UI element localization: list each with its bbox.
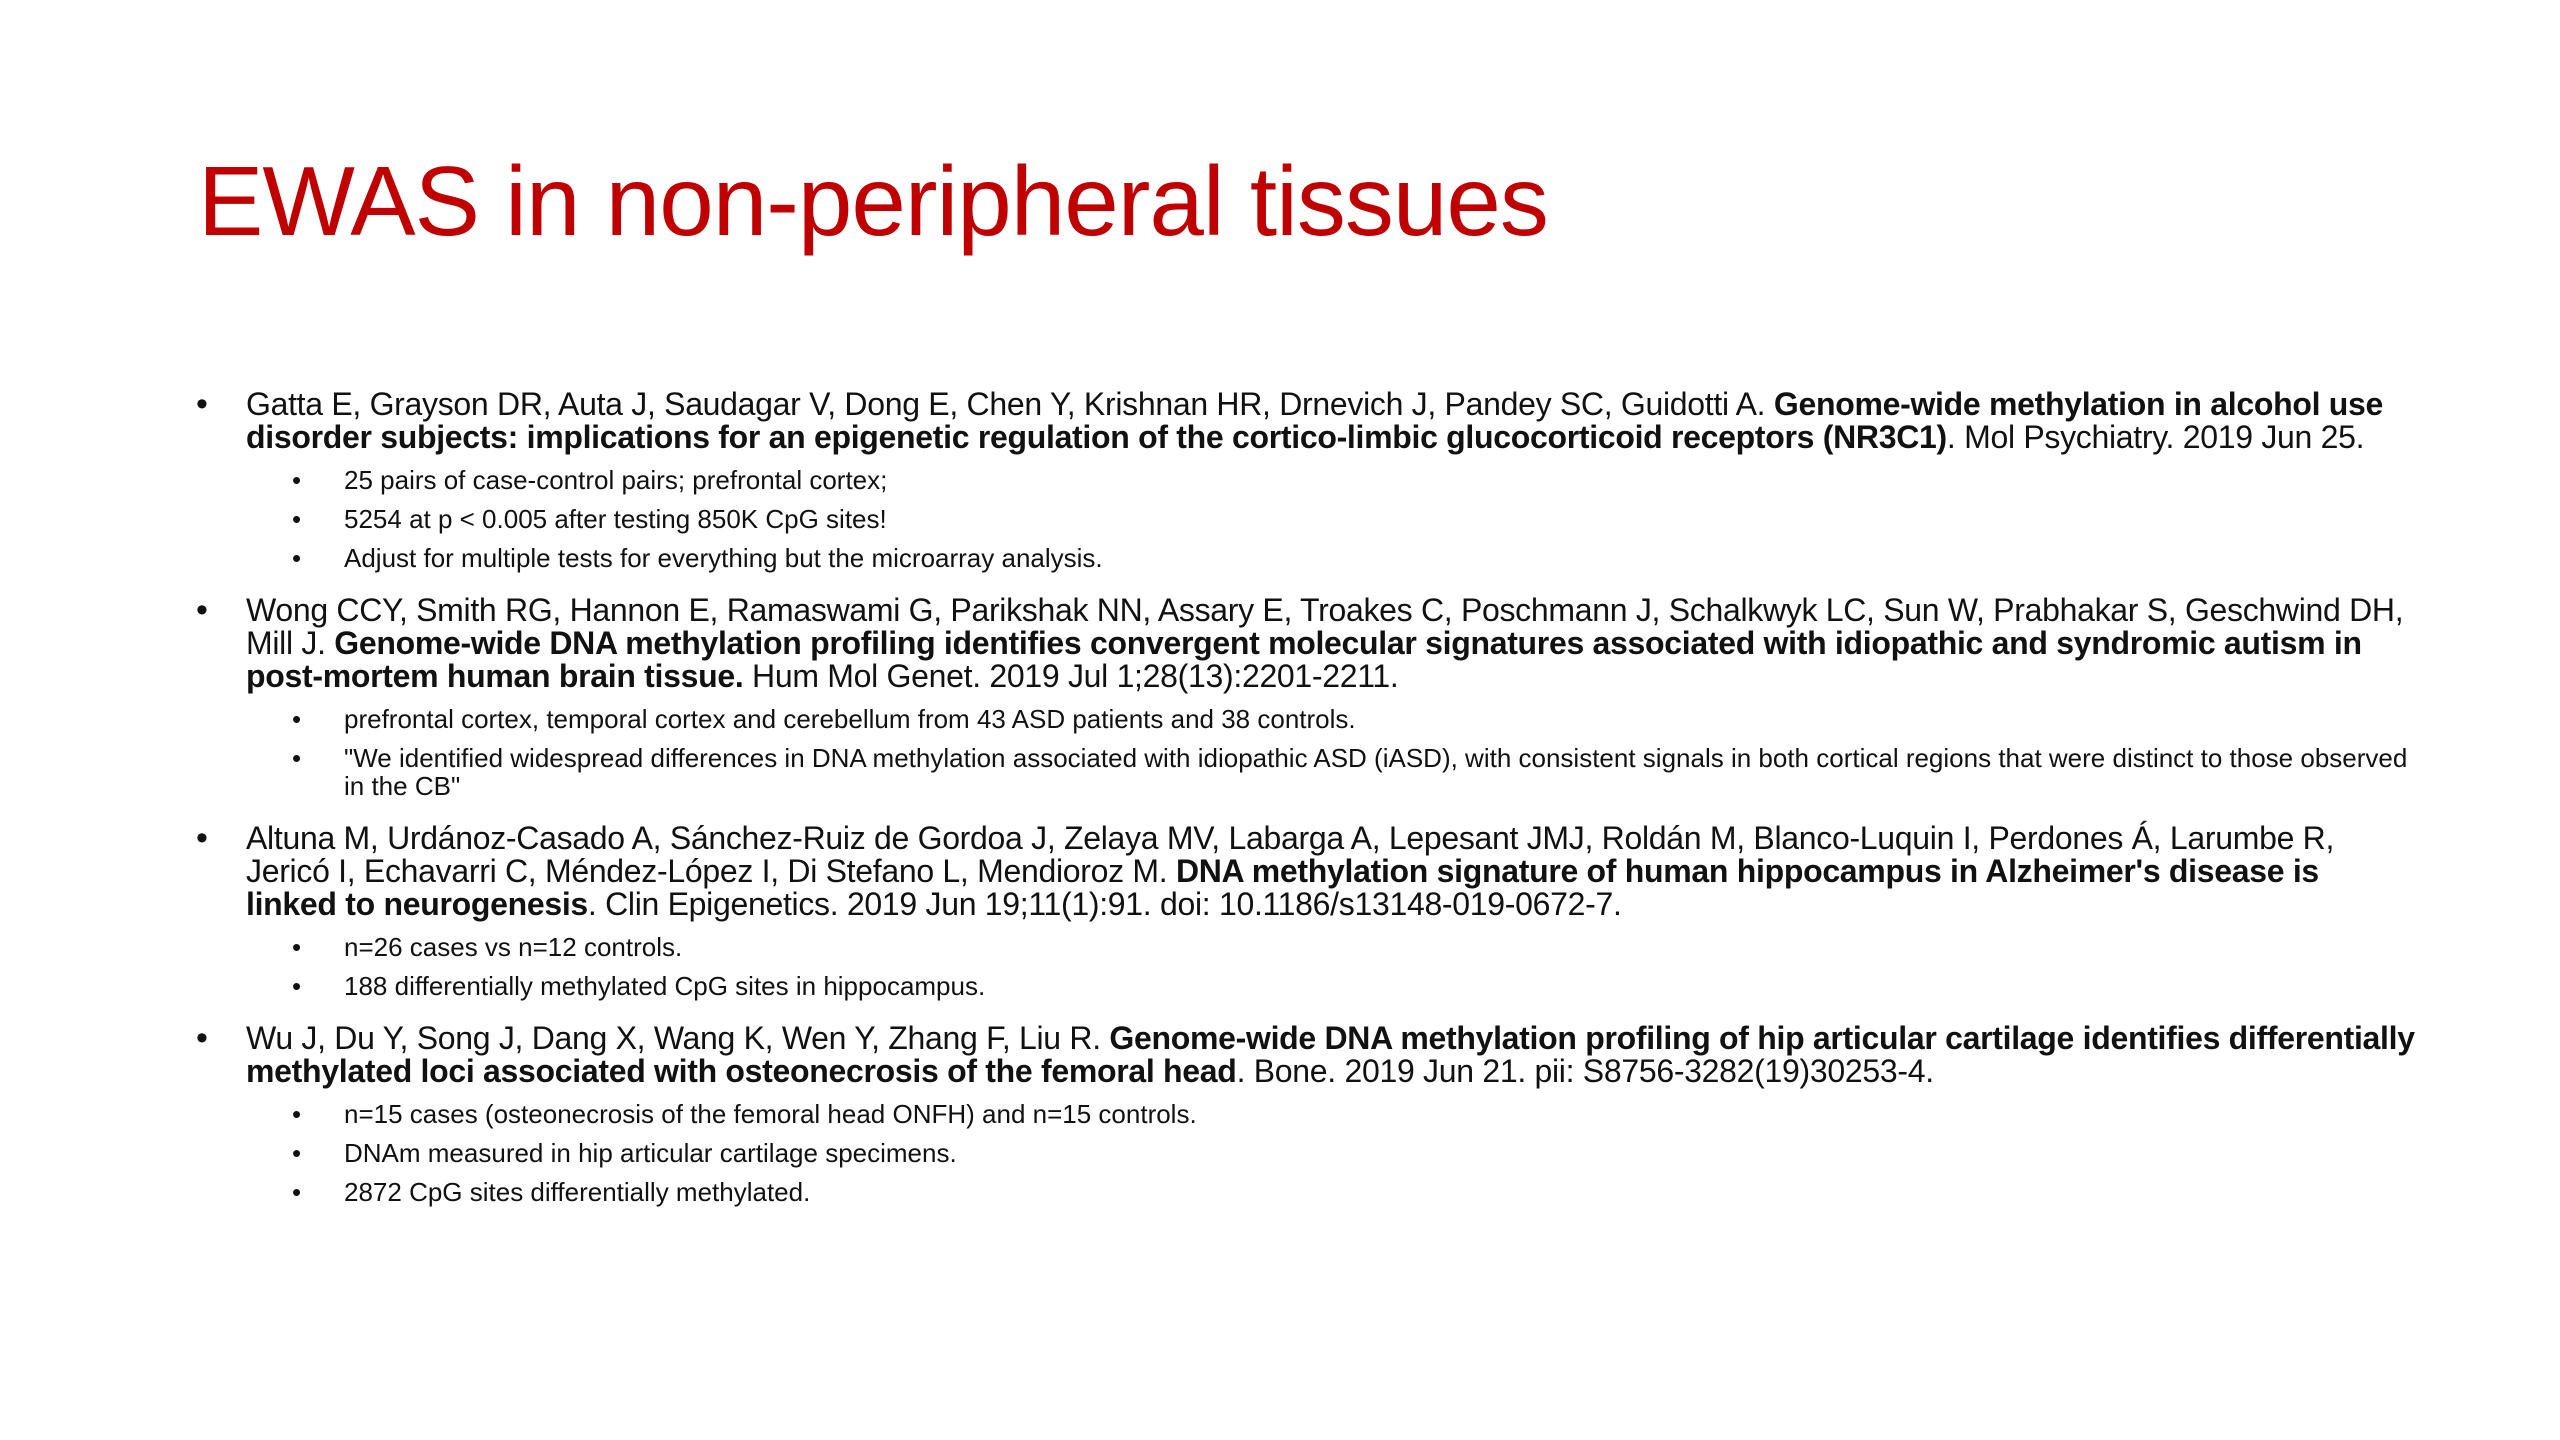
citation-article-title: Genome-wide methylation in alcohol use disorder subjects: implications for an epigenetic regulation of the cortico-limbic glucocorticoid receptors (NR3C1) xyxy=(246,386,2384,455)
note-item xyxy=(246,1178,2416,1206)
slide-title: EWAS in non-peripheral tissues xyxy=(198,146,1548,256)
note-text: n=26 cases vs n=12 controls. xyxy=(344,932,683,962)
citation-authors: Altuna M, Urdánoz-Casado A, Sánchez-Ruiz de Gordoa J, Zelaya MV, Labarga A, Lepesant JMJ, Roldán M, Blanco-Luquin I, Perdones Á, Larumbe R, Jericó I, Echavarri C, Méndez-López I, Di Stefano L, Mendioroz M. xyxy=(246,820,2335,889)
citation-authors: Wu J, Du Y, Song J, Dang X, Wang K, Wen Y, Zhang F, Liu R. xyxy=(246,1020,1110,1056)
citation-source: . Mol Psychiatry. 2019 Jun 25. xyxy=(1946,419,2365,455)
reference-item xyxy=(196,819,2416,1001)
sub-bullet-icon: • xyxy=(292,1177,302,1207)
citation-authors: Wong CCY, Smith RG, Hannon E, Ramaswami G, Parikshak NN, Assary E, Troakes C, Poschmann J, Schalkwyk LC, Sun W, Prabhakar S, Geschwind DH, Mill J. xyxy=(246,592,2404,661)
note-text: DNAm measured in hip articular cartilage specimens. xyxy=(344,1138,957,1168)
note-text: prefrontal cortex, temporal cortex and cerebellum from 43 ASD patients and 38 controls. xyxy=(344,704,1356,734)
bullet-icon: • xyxy=(196,591,208,629)
note-list xyxy=(246,466,2416,572)
citation xyxy=(246,388,2416,454)
reference-item xyxy=(196,591,2416,801)
note-text: Adjust for multiple tests for everything but the microarray analysis. xyxy=(344,543,1103,573)
note-item xyxy=(246,744,2416,800)
citation-article-title: DNA methylation signature of human hippocampus in Alzheimer's disease is linked to neurogenesis xyxy=(246,853,2319,922)
bullet-icon: • xyxy=(196,1019,208,1057)
citation xyxy=(246,822,2416,921)
note-item xyxy=(246,466,2416,494)
sub-bullet-icon: • xyxy=(292,971,302,1001)
sub-bullet-icon: • xyxy=(292,465,302,495)
bullet-icon: • xyxy=(196,385,208,423)
note-text: 188 differentially methylated CpG sites in hippocampus. xyxy=(344,971,986,1001)
sub-bullet-icon: • xyxy=(292,504,302,534)
note-item xyxy=(246,972,2416,1000)
note-item xyxy=(246,505,2416,533)
sub-bullet-icon: • xyxy=(292,932,302,962)
reference-item xyxy=(196,1019,2416,1207)
reference-list xyxy=(196,385,2416,1228)
note-item xyxy=(246,705,2416,733)
note-text: 25 pairs of case-control pairs; prefrontal cortex; xyxy=(344,465,888,495)
sub-bullet-icon: • xyxy=(292,1099,302,1129)
citation-article-title: Genome-wide DNA methylation profiling identifies convergent molecular signatures associated with idiopathic and syndromic autism in post-mortem human brain tissue. xyxy=(246,625,2362,694)
note-text: 2872 CpG sites differentially methylated. xyxy=(344,1177,811,1207)
citation-source: . Clin Epigenetics. 2019 Jun 19;11(1):91. doi: 10.1186/s13148-019-0672-7. xyxy=(587,886,1622,922)
citation xyxy=(246,1022,2416,1088)
citation xyxy=(246,594,2416,693)
note-text: n=15 cases (osteonecrosis of the femoral head ONFH) and n=15 controls. xyxy=(344,1099,1197,1129)
sub-bullet-icon: • xyxy=(292,543,302,573)
reference-item xyxy=(196,385,2416,573)
note-item xyxy=(246,933,2416,961)
citation-source: Hum Mol Genet. 2019 Jul 1;28(13):2201-2211. xyxy=(743,658,1399,694)
note-item xyxy=(246,1139,2416,1167)
bullet-icon: • xyxy=(196,819,208,857)
sub-bullet-icon: • xyxy=(292,743,302,773)
note-list xyxy=(246,1100,2416,1206)
citation-authors: Gatta E, Grayson DR, Auta J, Saudagar V, Dong E, Chen Y, Krishnan HR, Drnevich J, Pandey SC, Guidotti A. xyxy=(246,386,1774,422)
note-list xyxy=(246,705,2416,800)
note-item xyxy=(246,544,2416,572)
sub-bullet-icon: • xyxy=(292,704,302,734)
note-list xyxy=(246,933,2416,1000)
sub-bullet-icon: • xyxy=(292,1138,302,1168)
citation-source: . Bone. 2019 Jun 21. pii: S8756-3282(19)30253-4. xyxy=(1236,1053,1934,1089)
citation-article-title: Genome-wide DNA methylation profiling of hip articular cartilage identifies differentially methylated loci associated with osteonecrosis of the femoral head xyxy=(246,1020,2415,1089)
note-item xyxy=(246,1100,2416,1128)
note-text: 5254 at p < 0.005 after testing 850K CpG sites! xyxy=(344,504,887,534)
note-text: "We identified widespread differences in DNA methylation associated with idiopathic ASD (iASD), with consistent signals in both cortical regions that were distinct to those observed in the CB" xyxy=(344,743,2408,801)
